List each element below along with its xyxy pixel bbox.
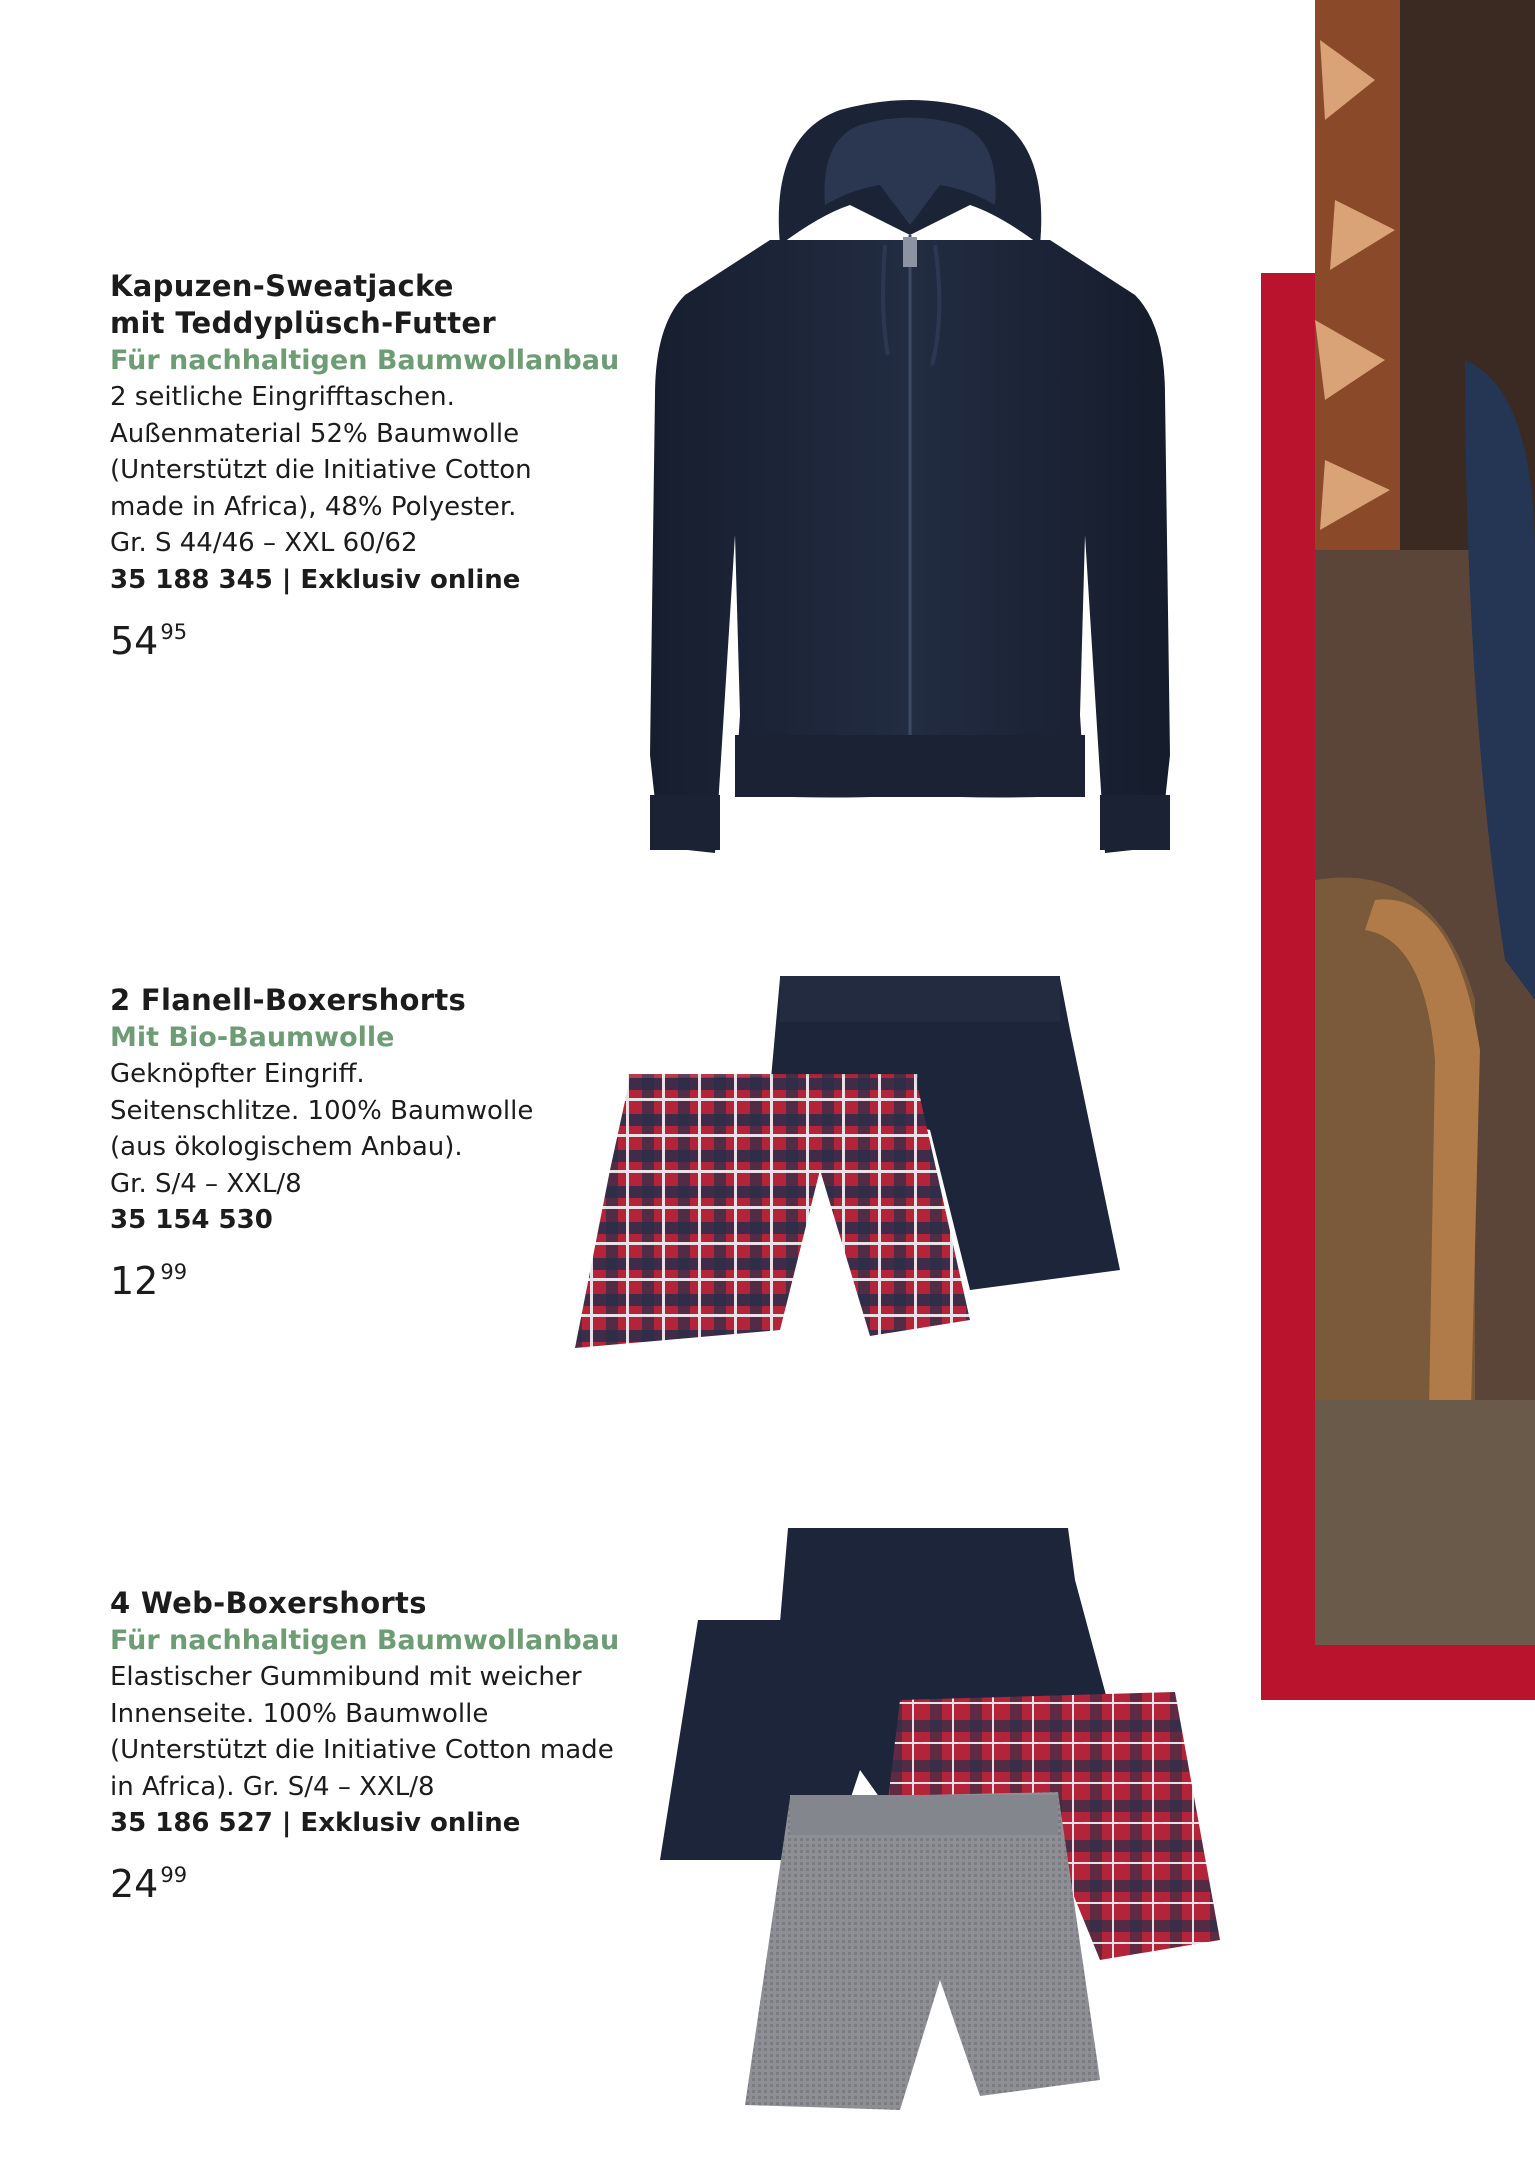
product-description xyxy=(110,1659,630,1805)
price-main: 12 xyxy=(110,1259,159,1303)
description-line: made in Africa), 48% Polyester. xyxy=(110,491,517,522)
flannel-shorts-image xyxy=(570,970,1130,1410)
price-cents: 99 xyxy=(160,1863,188,1887)
description-line: Elastischer Gummibund mit weicher xyxy=(110,1662,582,1692)
product-subtitle: Für nachhaltigen Baumwollanbau xyxy=(110,1625,620,1656)
description-line: (Unterstützt die Initiative Cotton made xyxy=(110,1735,614,1765)
product-hoodie xyxy=(110,268,630,664)
price-main: 54 xyxy=(110,618,159,663)
price-cents: 95 xyxy=(160,619,188,644)
product-woven-boxers xyxy=(110,1585,630,1907)
price-cents: 99 xyxy=(160,1260,188,1284)
description-line: Seitenschlitze. 100% Baumwolle xyxy=(110,1095,534,1126)
hoodie-image xyxy=(640,95,1180,865)
product-title: 2 Flanell-Boxershorts xyxy=(110,983,467,1017)
price-main: 24 xyxy=(110,1862,159,1906)
lifestyle-photo xyxy=(1315,0,1535,1645)
price xyxy=(110,1852,630,1907)
description-line: (Unterstützt die Initiative Cotton xyxy=(110,455,532,485)
product-flannel-boxers xyxy=(110,982,630,1304)
price xyxy=(110,1249,630,1304)
product-description xyxy=(110,1056,630,1202)
product-title-line2: mit Teddyplüsch-Futter xyxy=(110,306,496,340)
product-title: 4 Web-Boxershorts xyxy=(110,1586,427,1620)
description-line: Außenmaterial 52% Baumwolle xyxy=(110,418,520,449)
product-subtitle: Mit Bio-Baumwolle xyxy=(110,1022,395,1053)
product-subtitle: Für nachhaltigen Baumwollanbau xyxy=(110,345,620,376)
product-title: Kapuzen-Sweatjacke xyxy=(110,269,454,303)
description-line: 2 seitliche Eingrifftaschen. xyxy=(110,382,455,412)
description-line: Innenseite. 100% Baumwolle xyxy=(110,1698,489,1729)
description-line: Geknöpfter Eingriff. xyxy=(110,1059,365,1089)
product-description xyxy=(110,379,630,562)
article-number: 35 186 527 | Exklusiv online xyxy=(110,1808,521,1838)
description-line: Gr. S/4 – XXL/8 xyxy=(110,1168,302,1199)
article-number: 35 188 345 | Exklusiv online xyxy=(110,564,521,595)
description-line: (aus ökologischem Anbau). xyxy=(110,1132,463,1162)
article-number: 35 154 530 xyxy=(110,1205,273,1235)
woven-shorts-image xyxy=(650,1520,1230,2150)
price xyxy=(110,609,630,664)
description-line: in Africa). Gr. S/4 – XXL/8 xyxy=(110,1771,435,1802)
description-line: Gr. S 44/46 – XXL 60/62 xyxy=(110,528,418,558)
